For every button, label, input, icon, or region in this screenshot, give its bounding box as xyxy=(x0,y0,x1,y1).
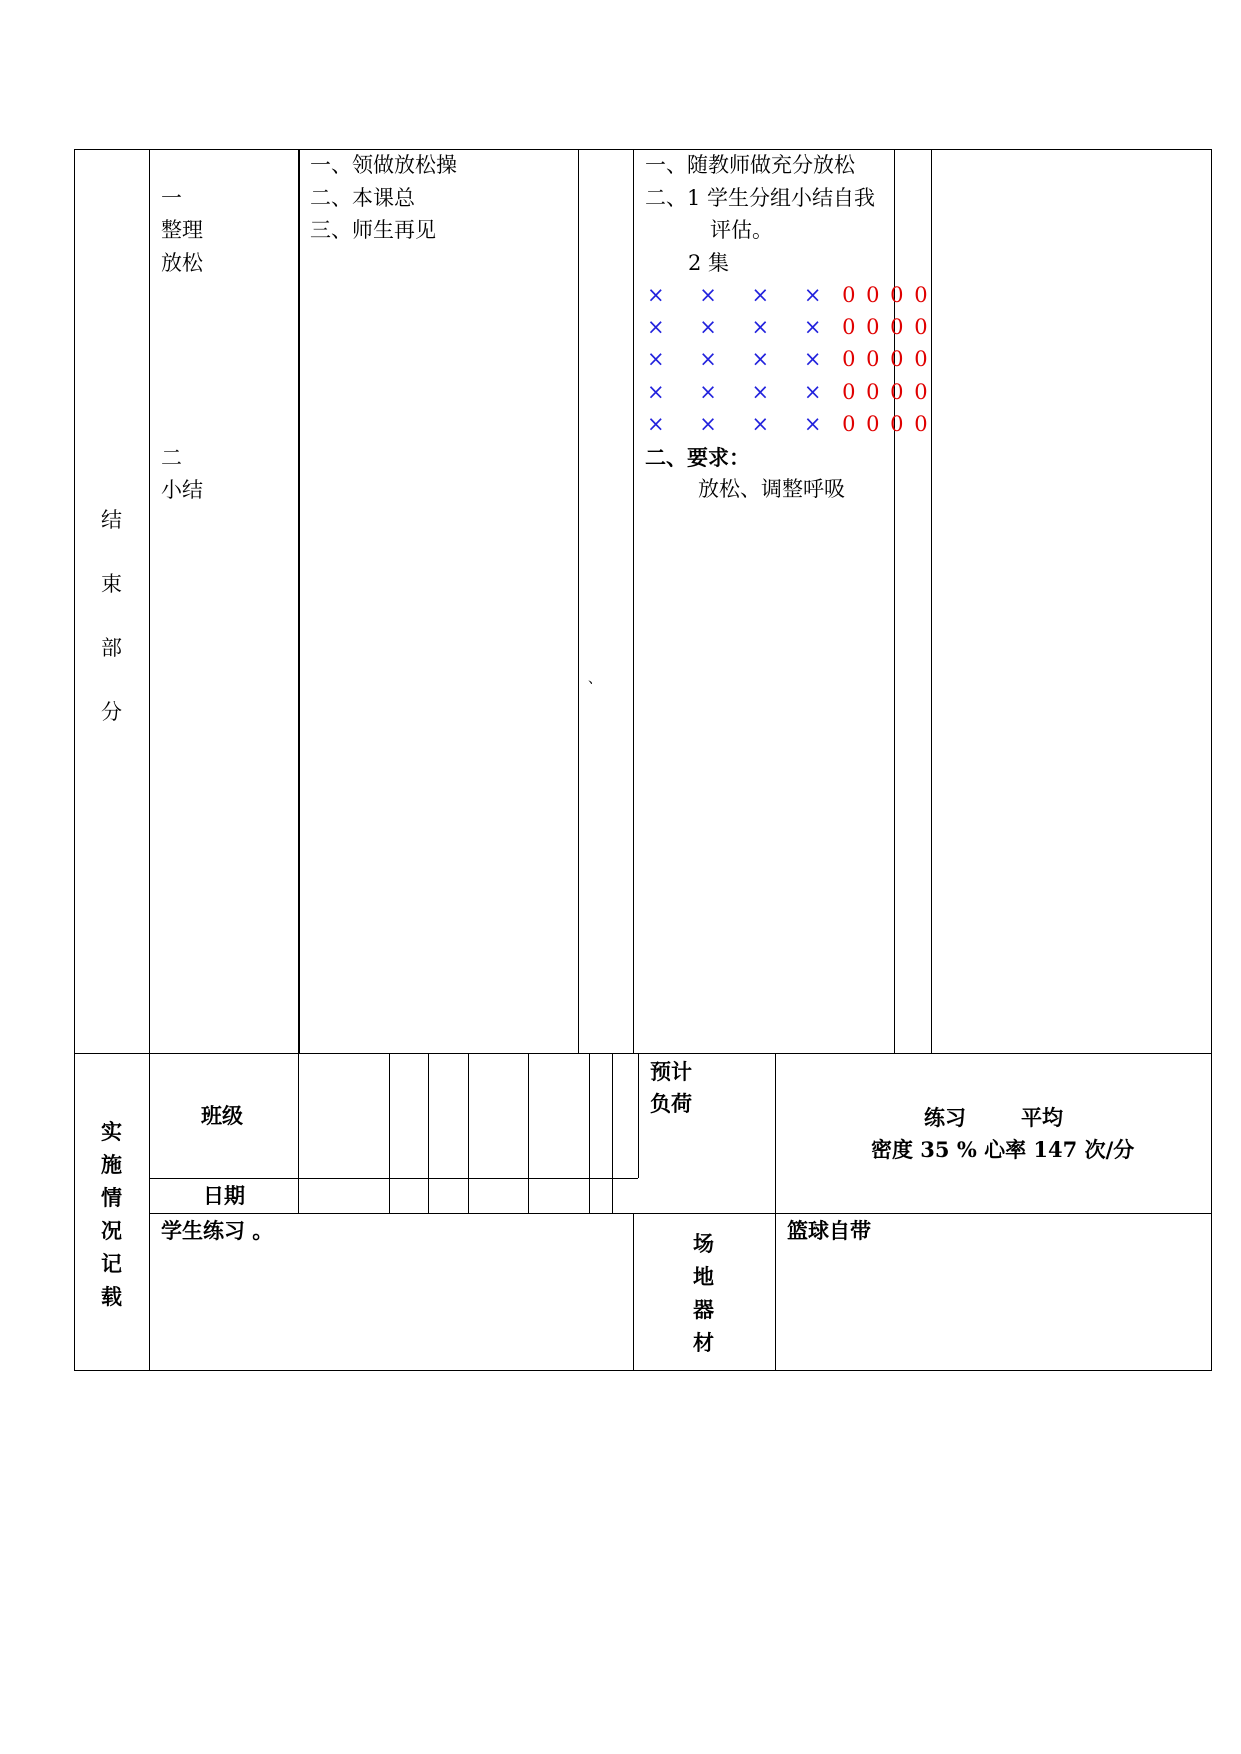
formation-row xyxy=(647,279,930,312)
student-activity-1: 一、随教师做充分放松 xyxy=(645,153,855,177)
record-title-char: 实 xyxy=(101,1119,122,1144)
circle-marks: 0 0 0 0 xyxy=(842,412,930,436)
record-title-char: 情 xyxy=(101,1185,122,1210)
grid-col-6 xyxy=(589,1053,590,1213)
section-label-char: 部 xyxy=(101,636,122,660)
record-title-char: 记 xyxy=(101,1251,122,1276)
teacher-activity-3: 三、师生再见 xyxy=(310,218,436,242)
table-bottom-border xyxy=(74,1370,1212,1371)
stage1-line1: 整理 xyxy=(161,218,203,242)
stage2-line1: 小结 xyxy=(161,478,203,502)
venue-label-char: 器 xyxy=(693,1297,714,1322)
cross-marks: × × × × xyxy=(647,283,836,307)
table-left-border xyxy=(74,149,75,1371)
record-title-char: 施 xyxy=(101,1152,122,1177)
circle-marks: 0 0 0 0 xyxy=(842,347,930,371)
formation-row xyxy=(647,343,930,376)
load-value-2: 密度 35 % 心率 147 次/分 xyxy=(871,1137,1135,1162)
table-top-border xyxy=(74,149,1212,150)
stage1-number: 一 xyxy=(161,186,182,210)
record-title-char: 载 xyxy=(101,1284,122,1309)
venue-label-char: 场 xyxy=(693,1231,714,1256)
circle-marks: 0 0 0 0 xyxy=(842,380,930,404)
col-divider-label xyxy=(149,149,150,1371)
circle-marks: 0 0 0 0 xyxy=(842,315,930,339)
col-divider-mark xyxy=(578,149,579,1054)
cross-marks: × × × × xyxy=(647,380,836,404)
venue-text: 篮球自带 xyxy=(787,1218,871,1243)
formation-row xyxy=(647,311,930,344)
requirement-title: 二、要求： xyxy=(645,445,750,470)
class-label: 班级 xyxy=(201,1103,243,1128)
requirement-text: 放松、调整呼吸 xyxy=(698,477,845,501)
circle-marks: 0 0 0 0 xyxy=(842,283,930,307)
stage1-line2: 放松 xyxy=(161,251,203,275)
section-divider xyxy=(74,1053,1212,1054)
cross-marks: × × × × xyxy=(647,412,836,436)
grid-col-1 xyxy=(298,1053,299,1213)
grid-col-2 xyxy=(389,1053,390,1213)
table-right-border xyxy=(1211,149,1212,1371)
record-title-char: 况 xyxy=(101,1218,122,1243)
grid-col-3 xyxy=(428,1053,429,1213)
date-row-bottom xyxy=(149,1213,1212,1214)
load-value-1a: 练习 xyxy=(924,1105,966,1130)
venue-label-char: 地 xyxy=(693,1264,714,1289)
teacher-activity-2: 二、本课总 xyxy=(310,186,415,210)
venue-label xyxy=(693,1227,714,1359)
student-activity-2a: 二、1 学生分组小结自我 xyxy=(645,186,876,210)
mark: 、 xyxy=(588,671,602,687)
venue-col-left xyxy=(633,1213,634,1371)
grid-col-4 xyxy=(468,1053,469,1213)
col-divider-narrow-b xyxy=(931,149,932,1054)
load-col-left xyxy=(638,1053,639,1178)
record-title xyxy=(101,1115,122,1313)
stage2-number: 二 xyxy=(161,446,182,470)
date-label: 日期 xyxy=(203,1183,245,1208)
grid-col-5 xyxy=(528,1053,529,1213)
section-label-char: 分 xyxy=(101,700,122,724)
load-col-right xyxy=(775,1053,776,1371)
teacher-activity-1: 一、领做放松操 xyxy=(310,153,457,177)
grid-col-7 xyxy=(612,1053,613,1213)
venue-label-char: 材 xyxy=(693,1330,714,1355)
load-label-2: 负荷 xyxy=(650,1091,692,1116)
section-label xyxy=(101,488,122,744)
load-label-1: 预计 xyxy=(650,1059,692,1084)
cross-marks: × × × × xyxy=(647,347,836,371)
section-label-char: 束 xyxy=(101,572,122,596)
formation-row xyxy=(647,408,930,441)
formation-row xyxy=(647,376,930,409)
cross-marks: × × × × xyxy=(647,315,836,339)
student-activity-3: 2 集 xyxy=(688,251,730,275)
student-activity-2b: 评估。 xyxy=(710,218,773,242)
col-divider-student xyxy=(633,149,634,1054)
load-value-1b: 平均 xyxy=(1021,1105,1063,1130)
col-divider-content xyxy=(298,149,300,1054)
section-label-char: 结 xyxy=(101,508,122,532)
practice-text: 学生练习 。 xyxy=(161,1218,274,1243)
